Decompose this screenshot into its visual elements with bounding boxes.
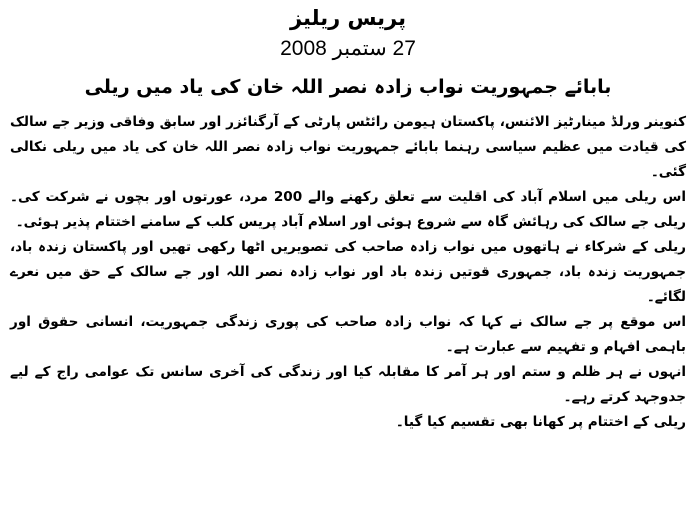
paragraph-4: اس موقع پر جے سالک نے کہا کہ نواب زادہ صاحب کی پوری زندگی جمہوریت، انسانی حقوق اور باہمی افہام و تفہیم سے عبارت ہے۔ — [10, 314, 686, 355]
document-title: بابائے جمہوریت نواب زادہ نصر اللہ خان کی یاد میں ریلی — [84, 76, 612, 98]
document-body — [10, 110, 686, 435]
document-label: پریس ریلیز — [289, 6, 406, 30]
paragraph-1: کنوینر ورلڈ مینارٹیز الائنس، پاکستان ہیومن رائٹس پارٹی کے آرگنائزر اور سابق وفاقی وزیر جے سالک کی قیادت میں عظیم سیاسی رہنما بابائے جمہوریت نواب زادہ نصر اللہ خان کی یاد میں ریلی نکالی گئی۔ — [10, 114, 686, 180]
paragraph-2: اس ریلی میں اسلام آباد کی اقلیت سے تعلق رکھنے والے 200 مرد، عورتوں اور بچوں نے شرکت کی۔ ریلی جے سالک کی رہائش گاہ سے شروع ہوئی اور اسلام آباد پریس کلب کے سامنے اختتام پذیر ہوئی۔ — [10, 189, 686, 230]
paragraph-5: انہوں نے ہر ظلم و ستم اور ہر آمر کا مقابلہ کیا اور زندگی کی آخری سانس تک عوامی راج کے لیے جدوجہد کرتے رہے۔ — [10, 364, 686, 405]
paragraph-3: ریلی کے شرکاء نے ہاتھوں میں نواب زادہ صاحب کی تصویریں اٹھا رکھی تھیں اور پاکستان زندہ باد، جمہوریت زندہ باد، جمہوری قوتیں زندہ باد اور نواب زادہ نصر اللہ اور جے سالک کے حق میں نعرے لگائے۔ — [10, 239, 686, 305]
paragraph-6: ریلی کے اختتام پر کھانا بھی تقسیم کیا گیا۔ — [395, 414, 686, 430]
document-date: 27 ستمبر 2008 — [280, 37, 416, 60]
